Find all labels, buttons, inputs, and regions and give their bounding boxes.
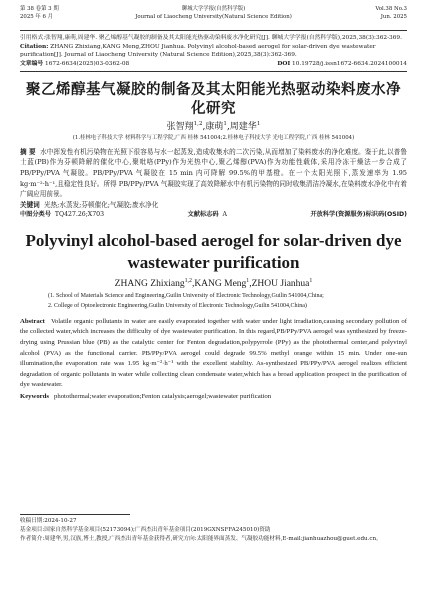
authors-zh: 张智翔$^{1,2}$,康萌$^1$,周建华$^1$ bbox=[166, 120, 261, 132]
doi bbox=[277, 60, 407, 69]
abstract-en-label: Abstract bbox=[20, 317, 45, 325]
affiliation-en bbox=[20, 291, 407, 311]
article-number-label: 文章编号 bbox=[20, 60, 44, 67]
journal-name-en: Journal of Liaocheng University(Natural Science Edition) bbox=[135, 14, 292, 20]
title-en: Polyvinyl alcohol-based aerogel for solar-driven dye wastewater purification bbox=[25, 230, 402, 272]
volume-issue-en: Vol.38 No.3 bbox=[375, 6, 407, 12]
citation-block bbox=[20, 34, 407, 60]
author-bio: 作者简介:周建华,男,汉族,博士,教授,广西杰出青年基金获得者,研究方向:太阳能界面蒸发、气凝胶功能材料,E-mail:jianhuazhou@guet.edu.cn。 bbox=[20, 536, 382, 542]
header-right bbox=[375, 5, 407, 21]
affiliation-en-line: (1. School of Materials Science and Engineering,Guilin University of Electronic Technology,Guilin 541004,China; bbox=[48, 292, 324, 299]
keywords-zh bbox=[20, 200, 407, 210]
abstract-en-text: Volatile organic pollutants in water are easily evaporated together with water under light irradiation,causing secondary pollution of the collected water,which increases the difficulty of dye wastewater purification. In this regard,PB/PPy/PVA aerogel was synthesized by freeze-drying using Prussian blue (PB) as the catalytic center for Fenton degradation,polypyrrole (PPy) as the photothermal center,and polyvinyl alcohol (PVA) as the functional carrier. PB/PPy/PVA aerogel could degrade 99.5% methyl orange within 15 min. Under one-sun illumination,the evaporation rate was 1.95 kg·m⁻²·h⁻¹ with the excellent stability. As-synthesized PB/PPy/PVA aerogel realizes efficient degradation of organic pollutants in water while collecting clean condensate water,which has a broad application prospect in the purification of dye wastewater. bbox=[20, 317, 407, 389]
title-zh: 聚乙烯醇基气凝胶的制备及其太阳能光热驱动染料废水净化研究 bbox=[26, 81, 401, 117]
citation-en-line bbox=[20, 43, 407, 60]
affiliation-zh: (1.桂林电子科技大学 材料科学与工程学院,广西 桂林 541004;2.桂林电子科技大学 光电工程学院,广西 桂林 541004) bbox=[72, 134, 355, 141]
osid-label: 开放科学(资源服务)标识码(OSID) bbox=[310, 210, 407, 218]
running-header bbox=[20, 0, 407, 31]
doi-label: DOI bbox=[277, 60, 291, 67]
abstract-zh-label: 摘 要 bbox=[20, 147, 36, 156]
document-code-label: 文献标志码 bbox=[187, 210, 219, 218]
keywords-en-label: Keywords bbox=[20, 392, 49, 400]
date-zh: 2025 年 6 月 bbox=[20, 14, 54, 20]
citation-en-label: Citation: bbox=[20, 43, 49, 50]
keywords-zh-label: 关键词 bbox=[20, 200, 40, 209]
document-code-value: A bbox=[222, 210, 227, 218]
journal-name-zh: 聊城大学学报(自然科学版) bbox=[181, 6, 246, 12]
abstract-zh bbox=[20, 147, 407, 200]
citation-en: ZHANG Zhixiang,KANG Meng,ZHOU Jianhua. Polyvinyl alcohol-based aerogel for solar-driven dye wastewater purification[J]. Journal of Liaocheng University (Natural Science Edition),2025,38(3):362-369. bbox=[20, 43, 376, 59]
article-number-value: 1672-6634(2025)03-0362-08 bbox=[45, 60, 130, 67]
doi-value: 10.19728/j.issn1672-6634.2024100014 bbox=[292, 60, 407, 67]
received-date: 收稿日期:2024-10-27 bbox=[20, 518, 77, 524]
keywords-zh-text: 光热;水蒸发;芬顿催化;气凝胶;废水净化 bbox=[43, 200, 159, 209]
footnote-rule bbox=[20, 514, 130, 515]
keywords-en-text: photothermal;water evaporation;Fenton catalysis;aerogel;wastewater purification bbox=[54, 392, 272, 400]
header-center bbox=[20, 5, 407, 21]
clc-value: TQ427.26;X703 bbox=[54, 210, 105, 218]
affiliation-en-line: 2. College of Optoelectronic Engineering,Guilin University of Electronic Technology,Guilin 541004,China) bbox=[48, 302, 307, 309]
footnote bbox=[20, 514, 407, 544]
document-code bbox=[188, 210, 227, 220]
date-en: Jun. 2025 bbox=[380, 14, 407, 20]
classification-row bbox=[20, 210, 407, 220]
fund-info: 基金项目:国家自然科学基金项目(52173094);广西杰出青年基金项目(2019GXNSFFA245010)资助 bbox=[20, 527, 271, 533]
authors-en: ZHANG Zhixiang$^{1,2}$,KANG Meng$^1$,ZHOU Jianhua$^1$ bbox=[114, 277, 313, 289]
clc-label: 中图分类号 bbox=[20, 210, 51, 218]
article-number bbox=[20, 60, 129, 69]
keywords-en bbox=[20, 392, 407, 402]
abstract-zh-text: 水中挥发性有机污染物在光照下很容易与水一起蒸发,造成收集水的二次污染,从而增加了染料废水的净化难度。鉴于此,以普鲁士蓝(PB)作为芬顿降解的催化中心,聚吡咯(PPy)作为光热中心,聚乙烯醇(PVA)作为功能性载体,采用冷冻干燥法一步合成了 PB/PPy/PVA 气凝胶。PB/PPy/PVA 气凝胶在 15 min 内可降解 99.5%的甲基橙。在一个太阳光照下,蒸发速率为 1.95 kg·m⁻²·h⁻¹,且稳定性良好。所得 PB/PPy/PVA 气凝胶实现了高效降解水中有机污染物的同时收集清洁冷凝水,在染料废水净化中有着广阔应用前景。 bbox=[20, 147, 407, 199]
article-meta-row bbox=[20, 60, 407, 72]
citation-zh: 引用格式:张智翔,康萌,周建华. 聚乙烯醇基气凝胶的制备及其太阳能光热驱动染料废水净化研究[J]. 聊城大学学报(自然科学版),2025,38(3):362-369. bbox=[20, 35, 402, 41]
abstract-en bbox=[20, 317, 407, 391]
volume-issue-zh: 第 38 卷第 3 期 bbox=[20, 6, 59, 12]
clc bbox=[20, 210, 104, 220]
